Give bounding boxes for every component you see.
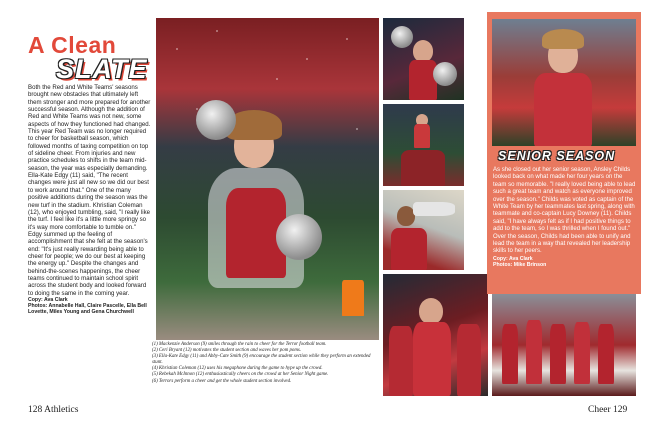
story-column <box>28 84 151 316</box>
folio-right: Cheer 129 <box>588 405 628 415</box>
headline-line-1: A Clean <box>28 32 117 58</box>
caption-3: (3) Ella-Kate Edgy (11) and Abby-Cate Smith (9) encourage the student section while they perform an extended stunt. <box>152 354 371 366</box>
story-copy-credit: Copy: Ava Clark <box>28 296 68 303</box>
senior-season-body: As she closed out her senior season, Ansley Childs looked back on what made her four years on the team so memorable. "I really loved being able to lead such a great team and watch as everyone improved over the season." Childs was voted as captain of the White Team by her teammates last spring, along with teammate and co-captain Lucy Downey (11). Childs said, "I have always felt as if I had positive things to add to the team, so I was thrilled when I found out." Over the season, Childs had been able to unify and lead the team in a way that revealed her leadership skills to her peers. <box>493 167 636 255</box>
photo-ansley-childs <box>492 19 636 146</box>
caption-4: (4) Khristian Coleman (12) uses his megaphone during the game to hype up the crowd. <box>152 366 323 372</box>
photo-megaphone <box>383 190 464 270</box>
folio-left: 128 Athletics <box>28 405 79 415</box>
senior-season-title: SENIOR SEASON <box>498 149 616 163</box>
photo-cheerleader-pom-poms <box>383 18 464 100</box>
caption-1: (1) Mackenzie Anderson (9) smiles through the rain to cheer for the Terror football team. <box>152 342 327 347</box>
photo-captions <box>152 342 380 385</box>
caption-6: (6) Terrors perform a cheer and get the whole student section involved. <box>152 378 292 384</box>
story-body: Both the Red and White Teams' seasons brought new obstacles that ultimately left them stronger and more prepared for another successful season. Although the addition of Red and White Teams was not new, some aspects of how they functioned had changed. This year Red Team was no longer required to cheer for basketball season, which followed months of taxing competition on top of sideline cheer. From injuries and new practice schedules to shifts in the team mid-season, the year was especially demanding. Ella-Kate Edgy (11) said, "The recent changes were just all new so we did our best to work around that." One of the many positive additions during the season was the new turf in the stadium. Khristian Coleman (12), who enjoyed tumbling, said, "I really like the turf. I feel like it's a little more springy so it's way more comfortable to tumble on." Edgy summed up the feeling of accomplishment that she felt at the season's end: "It's just really rewarding being able to cheer for people; we do our best at keeping the energy up." Despite the changes and behind-the-scenes happenings, the cheer teams continued to maintain school spirit across the student body and looked forward to doing the same in the coming year. <box>28 84 151 297</box>
photo-team-cheer-student-section <box>492 294 636 396</box>
photo-stunt <box>383 104 464 186</box>
caption-2: (2) Ceri Bryant (12) motivates the student section and waves her pom poms. <box>152 348 302 354</box>
story-photo-credit: Photos: Annabelle Hall, Claire Pascelle, Ella Bell Lovette, Miles Young and Gena Churchwell <box>28 303 147 316</box>
senior-photo-credit: Photos: Mike Brinson <box>493 262 547 269</box>
senior-copy-credit: Copy: Ava Clark <box>493 255 533 262</box>
caption-5: (5) Rebekah McInnon (12) enthusiastically cheers on the crowd at her Senior Night game. <box>152 372 329 378</box>
main-photo-cheerleader-rain <box>156 18 379 340</box>
headline-line-2: SLATE <box>56 54 148 84</box>
photo-senior-night-cheer <box>383 274 488 396</box>
senior-season-text <box>493 167 637 268</box>
